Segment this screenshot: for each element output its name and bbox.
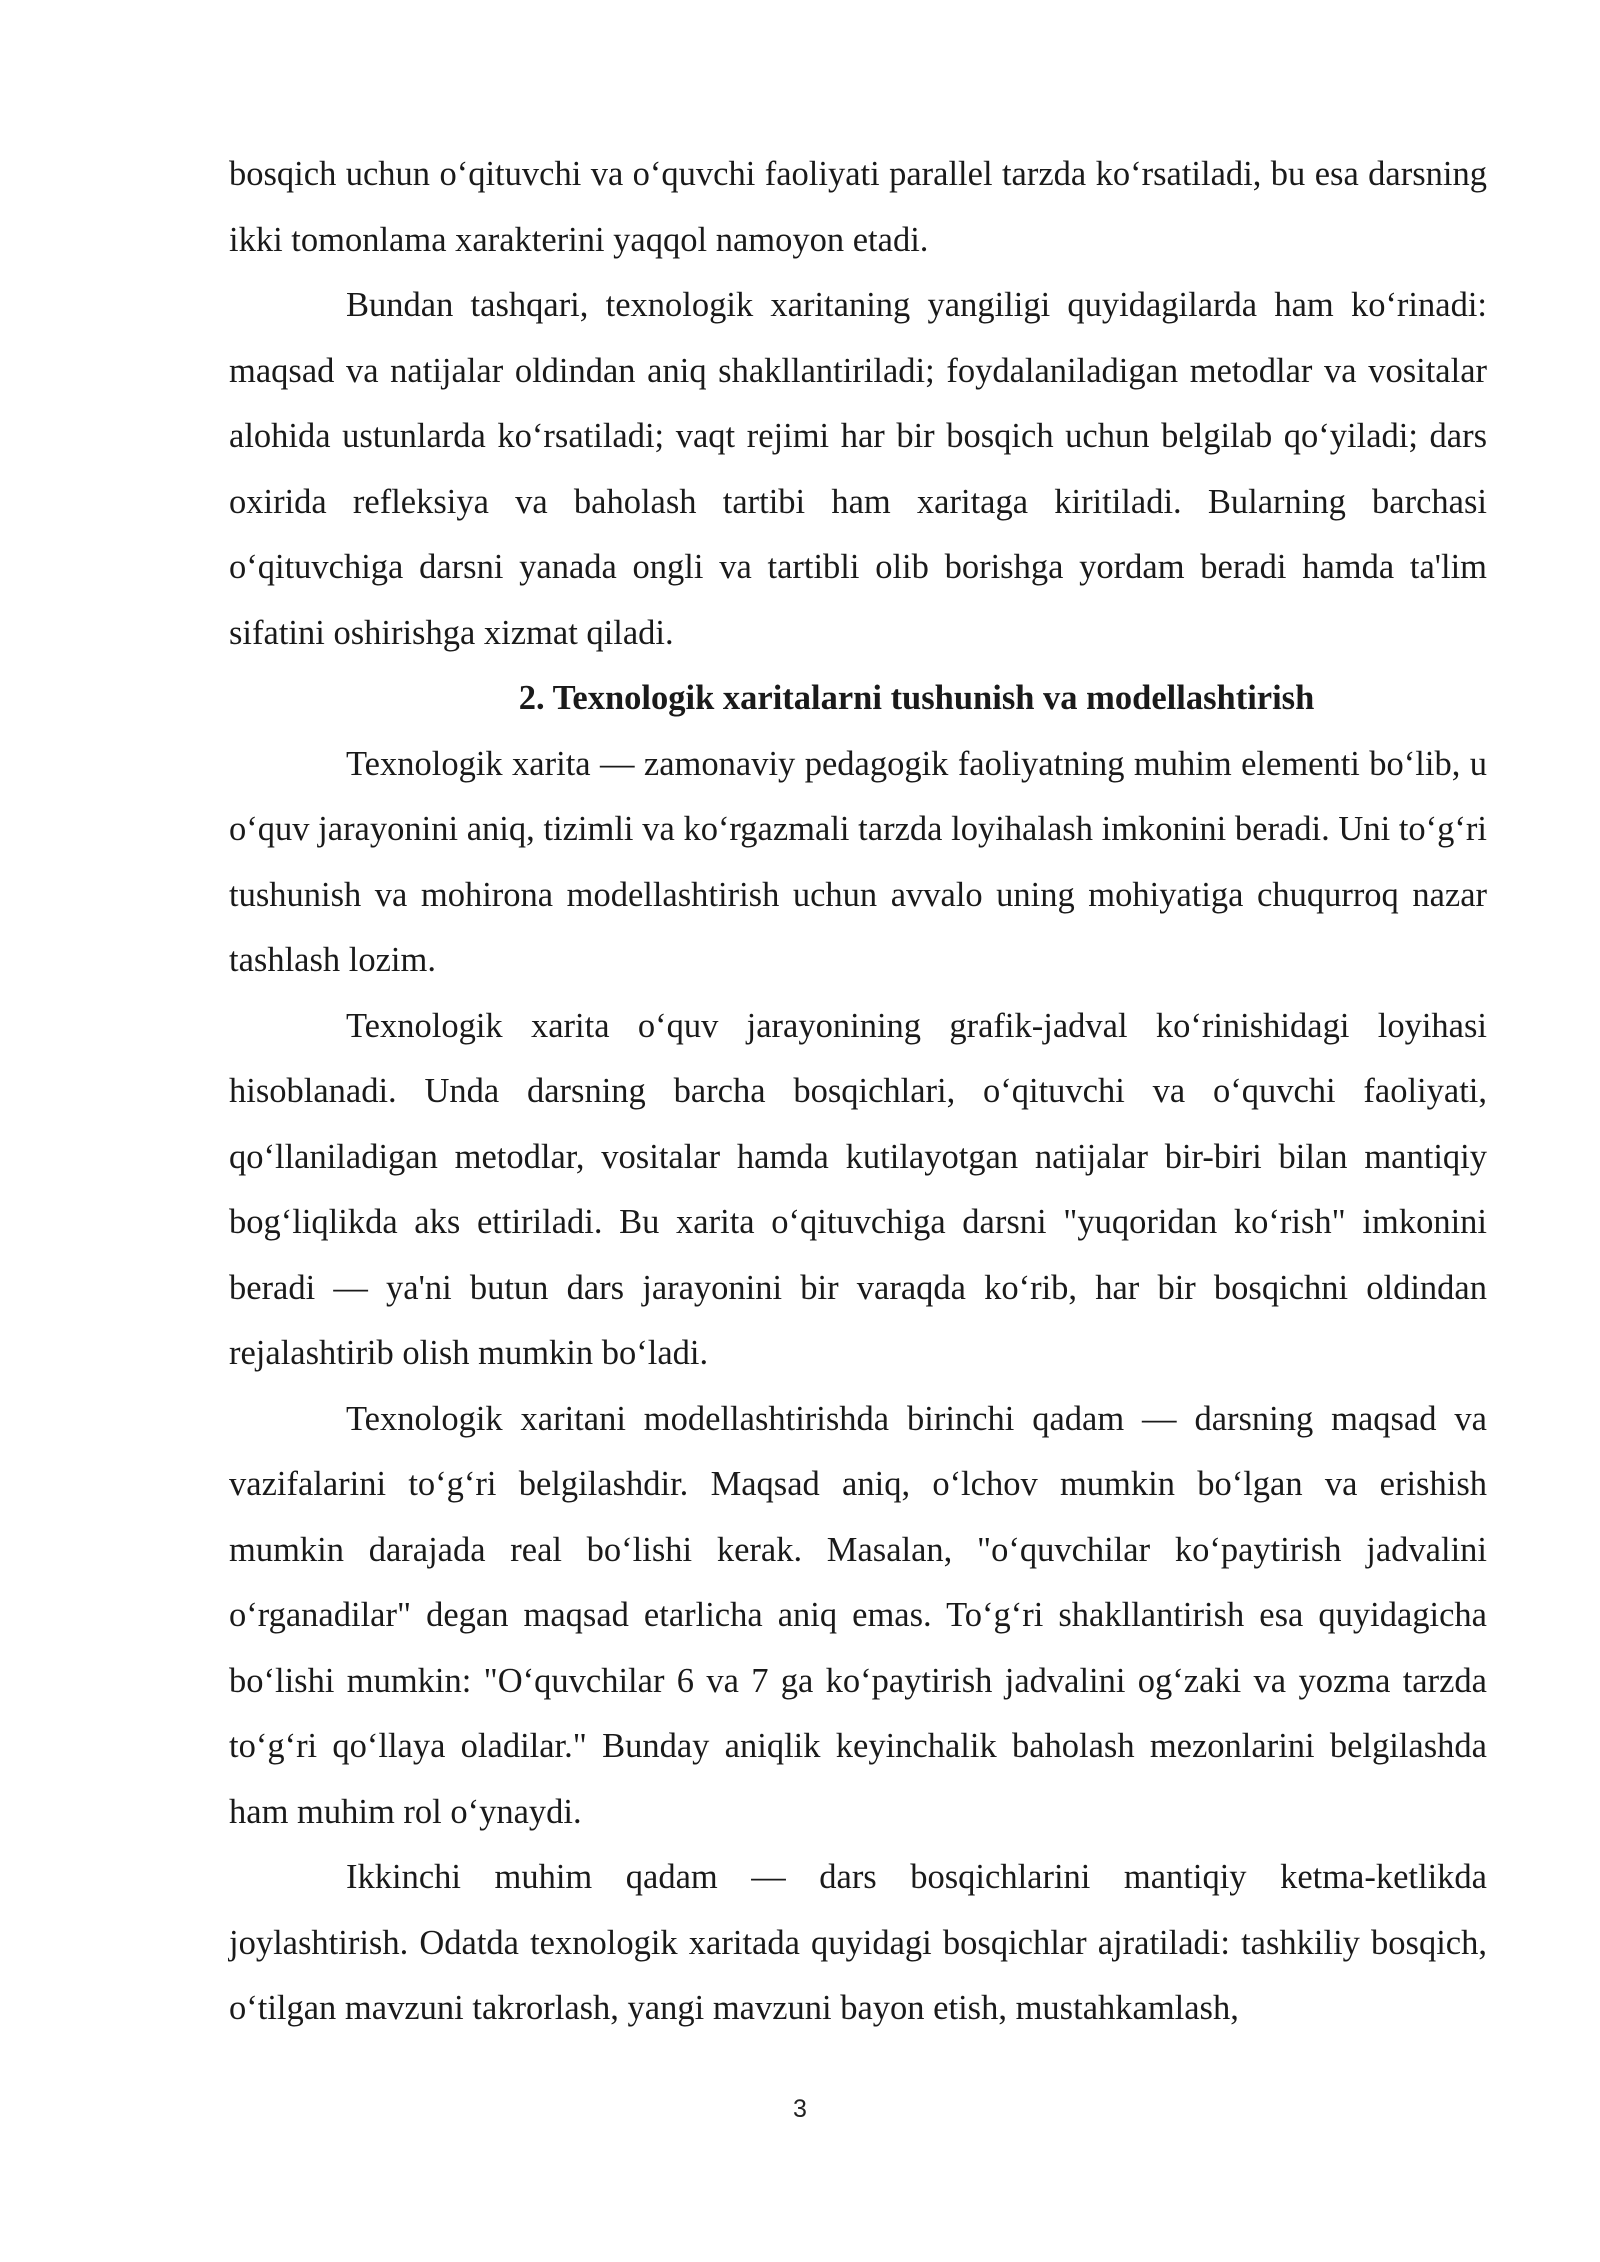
paragraph-definition: Texnologik xarita — zamonaviy pedagogik faoliyatning muhim elementi bo‘lib, u o‘quv jarayonini aniq, tizimli va ko‘rgazmali tarzda loyihalash imkonini beradi. Uni to‘g‘ri tushunish va mohirona modellashtirish uchun avvalo uning mohiyatiga chuqurroq nazar tashlash lozim. — [229, 744, 1487, 979]
paragraph-first-step: Texnologik xaritani modellashtirishda birinchi qadam — darsning maqsad va vazifalarini to‘g‘ri belgilashdir. Maqsad aniq, o‘lchov mumkin bo‘lgan va erishish mumkin darajada real bo‘lishi kerak. Masalan, "o‘quvchilar ko‘paytirish jadvalini o‘rganadilar" degan maqsad etarlicha aniq emas. To‘g‘ri shakllantirish esa quyidagicha bo‘lishi mumkin: "O‘quvchilar 6 va 7 ga ko‘paytirish jadvalini og‘zaki va yozma tarzda to‘g‘ri qo‘llaya oladilar." Bunday aniqlik keyinchalik baholash mezonlarini belgilashda ham muhim rol o‘ynaydi. — [229, 1399, 1487, 1831]
paragraph-second-step: Ikkinchi muhim qadam — dars bosqichlarini mantiqiy ketma-ketlikda joylashtirish. Odatda texnologik xaritada quyidagi bosqichlar ajratiladi: tashkiliy bosqich, o‘tilgan mavzuni takrorlash, yangi mavzuni bayon etish, mustahkamlash, — [229, 1858, 1487, 2027]
paragraph-graphic-table: Texnologik xarita o‘quv jarayonining grafik-jadval ko‘rinishidagi loyihasi hisoblanadi. Unda darsning barcha bosqichlari, o‘qituvchi va o‘quvchi faoliyati, qo‘llaniladigan metodlar, vositalar hamda kutilayotgan natijalar bir-biri bilan mantiqiy bog‘liqlikda aks ettiriladi. Bu xarita o‘qituvchiga darsni "yuqoridan ko‘rish" imkonini beradi — ya'ni butun dars jarayonini bir varaqda ko‘rib, har bir bosqichni oldindan rejalashtirib olish mumkin bo‘ladi. — [229, 1006, 1487, 1372]
paragraph-novelty: Bundan tashqari, texnologik xaritaning yangiligi quyidagilarda ham ko‘rinadi: maqsad va natijalar oldindan aniq shakllantiriladi; foydalaniladigan metodlar va vositalar alohida ustunlarda ko‘rsatiladi; vaqt rejimi har bir bosqich uchun belgilab qo‘yiladi; dars oxirida refleksiya va baholash tartibi ham xaritaga kiritiladi. Bularning barchasi o‘qituvchiga darsni yanada ongli va tartibli olib borishga yordam beradi hamda ta'lim sifatini oshirishga xizmat qiladi. — [229, 286, 1487, 652]
document-page — [229, 142, 1487, 2042]
page-number: 3 — [793, 2095, 807, 2123]
section-heading: 2. Texnologik xaritalarni tushunish va modellashtirish — [518, 679, 1315, 717]
paragraph-continuation: bosqich uchun o‘qituvchi va o‘quvchi faoliyati parallel tarzda ko‘rsatiladi, bu esa darsning ikki tomonlama xarakterini yaqqol namoyon etadi. — [229, 155, 1487, 259]
